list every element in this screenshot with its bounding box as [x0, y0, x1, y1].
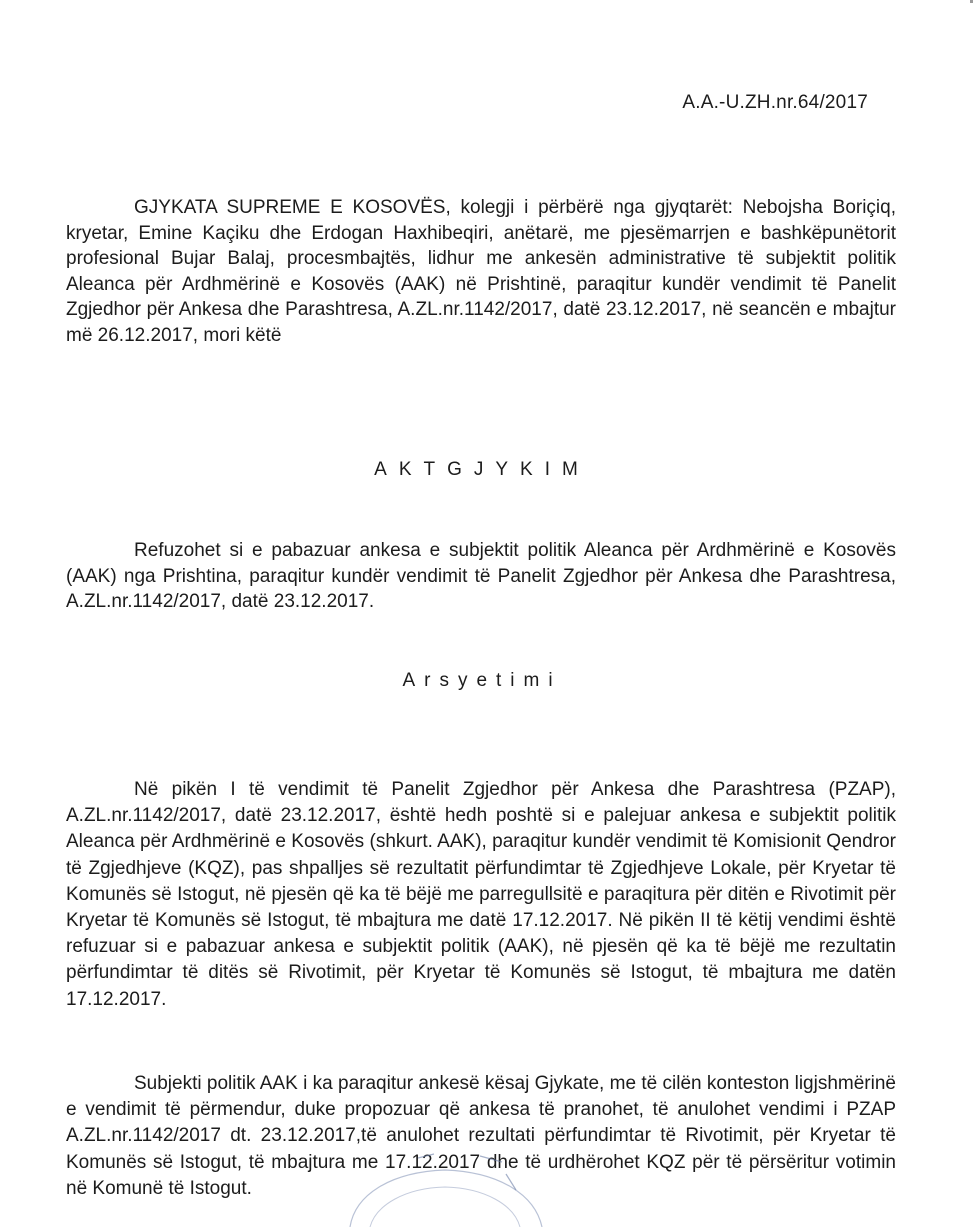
reasoning-paragraph: Në pikën I të vendimit të Panelit Zgjedhor për Ankesa dhe Parashtresa (PZAP), A.ZL.nr.1142/2017, datë 23.12.2017, është hedh poshtë si e palejuar ankesa e subjektit politik Aleanca për Ardhmërinë e Kosovës (shkurt. AAK), paraqitur kundër vendimit të Komisionit Qendror të Zgjedhjeve (KQZ), pas shpalljes së rezultatit përfundimtar të Zgjedhjeve Lokale, për Kryetar të Komunës së Istogut, në pjesën që ka të bëjë me parregullsitë e paraqitura për ditën e Rivotimit për Kryetar të Komunës së Istogut, të mbajtura me datë 17.12.2017. Në pikën II të këtij vendimi është refuzuar si e pabazuar ankesa e subjektit politik (AAK), në pjesën që ka të bëjë me rezultatin përfundimtar të ditës së Rivotimit, për Kryetar të Komunës së Istogut, të mbajtura me datën 17.12.2017.: [66, 779, 896, 1010]
verdict-paragraph: Refuzohet si e pabazuar ankesa e subjektit politik Aleanca për Ardhmërinë e Kosovës (AAK) nga Prishtina, paraqitur kundër vendimit të Panelit Zgjedhor për Ankesa dhe Parashtresa, A.ZL.nr.1142/2017, datë 23.12.2017.: [66, 540, 896, 613]
reasoning-heading: Arsyetimi: [402, 670, 562, 691]
case-number: A.A.-U.ZH.nr.64/2017: [682, 92, 868, 113]
verdict-heading: AKTGJYKIM: [374, 459, 590, 480]
intro-paragraph: GJYKATA SUPREME E KOSOVËS, kolegji i përbërë nga gjyqtarët: Nebojsha Boriçiq, kryetar, Emine Kaçiku dhe Erdogan Haxhibeqiri, anëtarë, me pjesëmarrjen e bashkëpunëtorit profesional Bujar Balaj, procesmbajtës, lidhur me ankesën administrative të subjektit politik Aleanca për Ardhmërinë e Kosovës (AAK) në Prishtinë, paraqitur kundër vendimit të Panelit Zgjedhor për Ankesa dhe Parashtresa, A.ZL.nr.1142/2017, datë 23.12.2017, në seancën e mbajtur më 26.12.2017, mori këtë: [66, 197, 896, 346]
reasoning-paragraph: Subjekti politik AAK i ka paraqitur ankesë kësaj Gjykate, me të cilën konteston ligjshmërinë e vendimit të përmendur, duke propozuar që ankesa të pranohet, të anulohet vendimi i PZAP A.ZL.nr.1142/2017 dt. 23.12.2017,të anulohet rezultati përfundimtar të Rivotimit, për Kryetar të Komunës së Istogut, të mbajtura me 17.12.2017 dhe të urdhërohet KQZ për të përsëritur votimin në Komunë të Istogut.: [66, 1073, 896, 1199]
scan-mark: [966, 0, 980, 6]
